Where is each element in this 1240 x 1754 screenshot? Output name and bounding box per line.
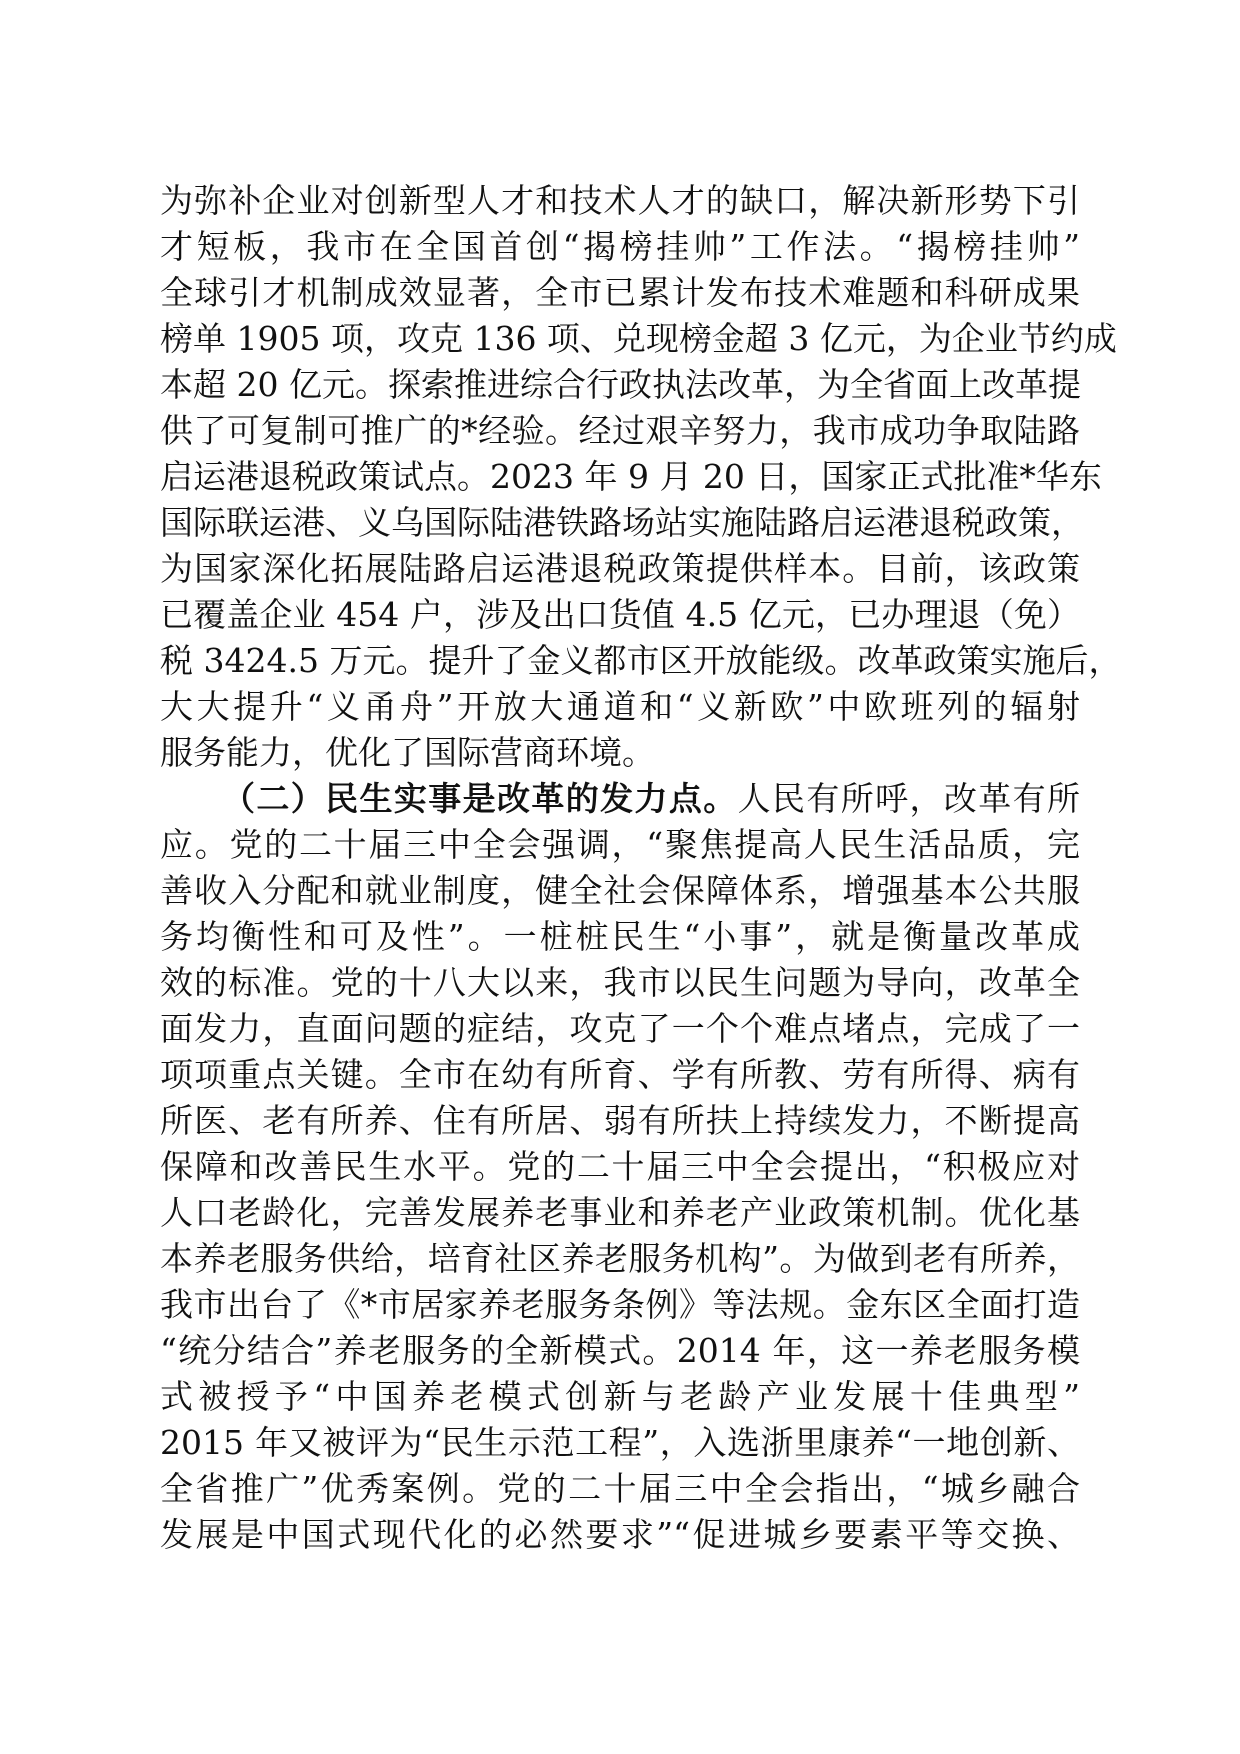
- text-line: 已覆盖企业 454 户，涉及出口货值 4.5 亿元，已办理退（免）: [160, 595, 1080, 634]
- text-line: 所医、老有所养、住有所居、弱有所扶上持续发力，不断提高: [160, 1101, 1080, 1140]
- text-line: 启运港退税政策试点。2023 年 9 月 20 日，国家正式批准*华东: [160, 457, 1102, 496]
- text-line: 为弥补企业对创新型人才和技术人才的缺口，解决新形势下引: [160, 181, 1080, 220]
- text-line: 务均衡性和可及性”。一桩桩民生“小事”，就是衡量改革成: [160, 917, 1080, 956]
- text-line: 式被授予“中国养老模式创新与老龄产业发展十佳典型”: [160, 1377, 1080, 1416]
- text-line: 本超 20 亿元。探索推进综合行政执法改革，为全省面上改革提: [160, 365, 1081, 404]
- text-line: 全球引才机制成效显著，全市已累计发布技术难题和科研成果: [160, 273, 1080, 312]
- text-line: 面发力，直面问题的症结，攻克了一个个难点堵点，完成了一: [160, 1009, 1080, 1048]
- text-line: 全省推广”优秀案例。党的二十届三中全会指出，“城乡融合: [160, 1469, 1080, 1508]
- section-first-line: [160, 776, 1080, 822]
- text-line: 效的标准。党的十八大以来，我市以民生问题为导向，改革全: [160, 963, 1080, 1002]
- text-line: 为国家深化拓展陆路启运港退税政策提供样本。目前，该政策: [160, 549, 1080, 588]
- text-line: 供了可复制可推广的*经验。经过艰辛努力，我市成功争取陆路: [160, 411, 1080, 450]
- text-line: 税 3424.5 万元。提升了金义都市区开放能级。改革政策实施后，: [160, 641, 1122, 680]
- text-line: 人口老龄化，完善发展养老事业和养老产业政策机制。优化基: [160, 1193, 1080, 1232]
- text-line: 项项重点关键。全市在幼有所育、学有所教、劳有所得、病有: [160, 1055, 1080, 1094]
- section-heading: （二）民生实事是改革的发力点。: [222, 779, 738, 818]
- text-line: 大大提升“义甬舟”开放大通道和“义新欧”中欧班列的辐射: [160, 687, 1080, 726]
- document-body: [160, 178, 1122, 1558]
- text-line: 保障和改善民生水平。党的二十届三中全会提出，“积极应对: [160, 1147, 1080, 1186]
- text-line: 本养老服务供给，培育社区养老服务机构”。为做到老有所养，: [160, 1239, 1080, 1278]
- paragraph-last-line: 服务能力，优化了国际营商环境。: [160, 733, 655, 772]
- text-line: 应。党的二十届三中全会强调，“聚焦提高人民生活品质，完: [160, 825, 1080, 864]
- text-line: 善收入分配和就业制度，健全社会保障体系，增强基本公共服: [160, 871, 1080, 910]
- section-heading-rest: 人民有所呼，改革有所: [737, 779, 1080, 818]
- text-line: 国际联运港、义乌国际陆港铁路场站实施陆路启运港退税政策，: [160, 503, 1084, 542]
- text-line: “统分结合”养老服务的全新模式。2014 年，这一养老服务模: [160, 1331, 1080, 1370]
- text-line: 才短板，我市在全国首创“揭榜挂帅”工作法。“揭榜挂帅”: [160, 227, 1080, 266]
- text-line: 2015 年又被评为“民生示范工程”，入选浙里康养“一地创新、: [160, 1423, 1080, 1462]
- text-line: 我市出台了《*市居家养老服务条例》等法规。金东区全面打造: [160, 1285, 1080, 1324]
- text-line: 榜单 1905 项，攻克 136 项、兑现榜金超 3 亿元，为企业节约成: [160, 319, 1117, 358]
- text-line: 发展是中国式现代化的必然要求”“促进城乡要素平等交换、: [160, 1515, 1080, 1554]
